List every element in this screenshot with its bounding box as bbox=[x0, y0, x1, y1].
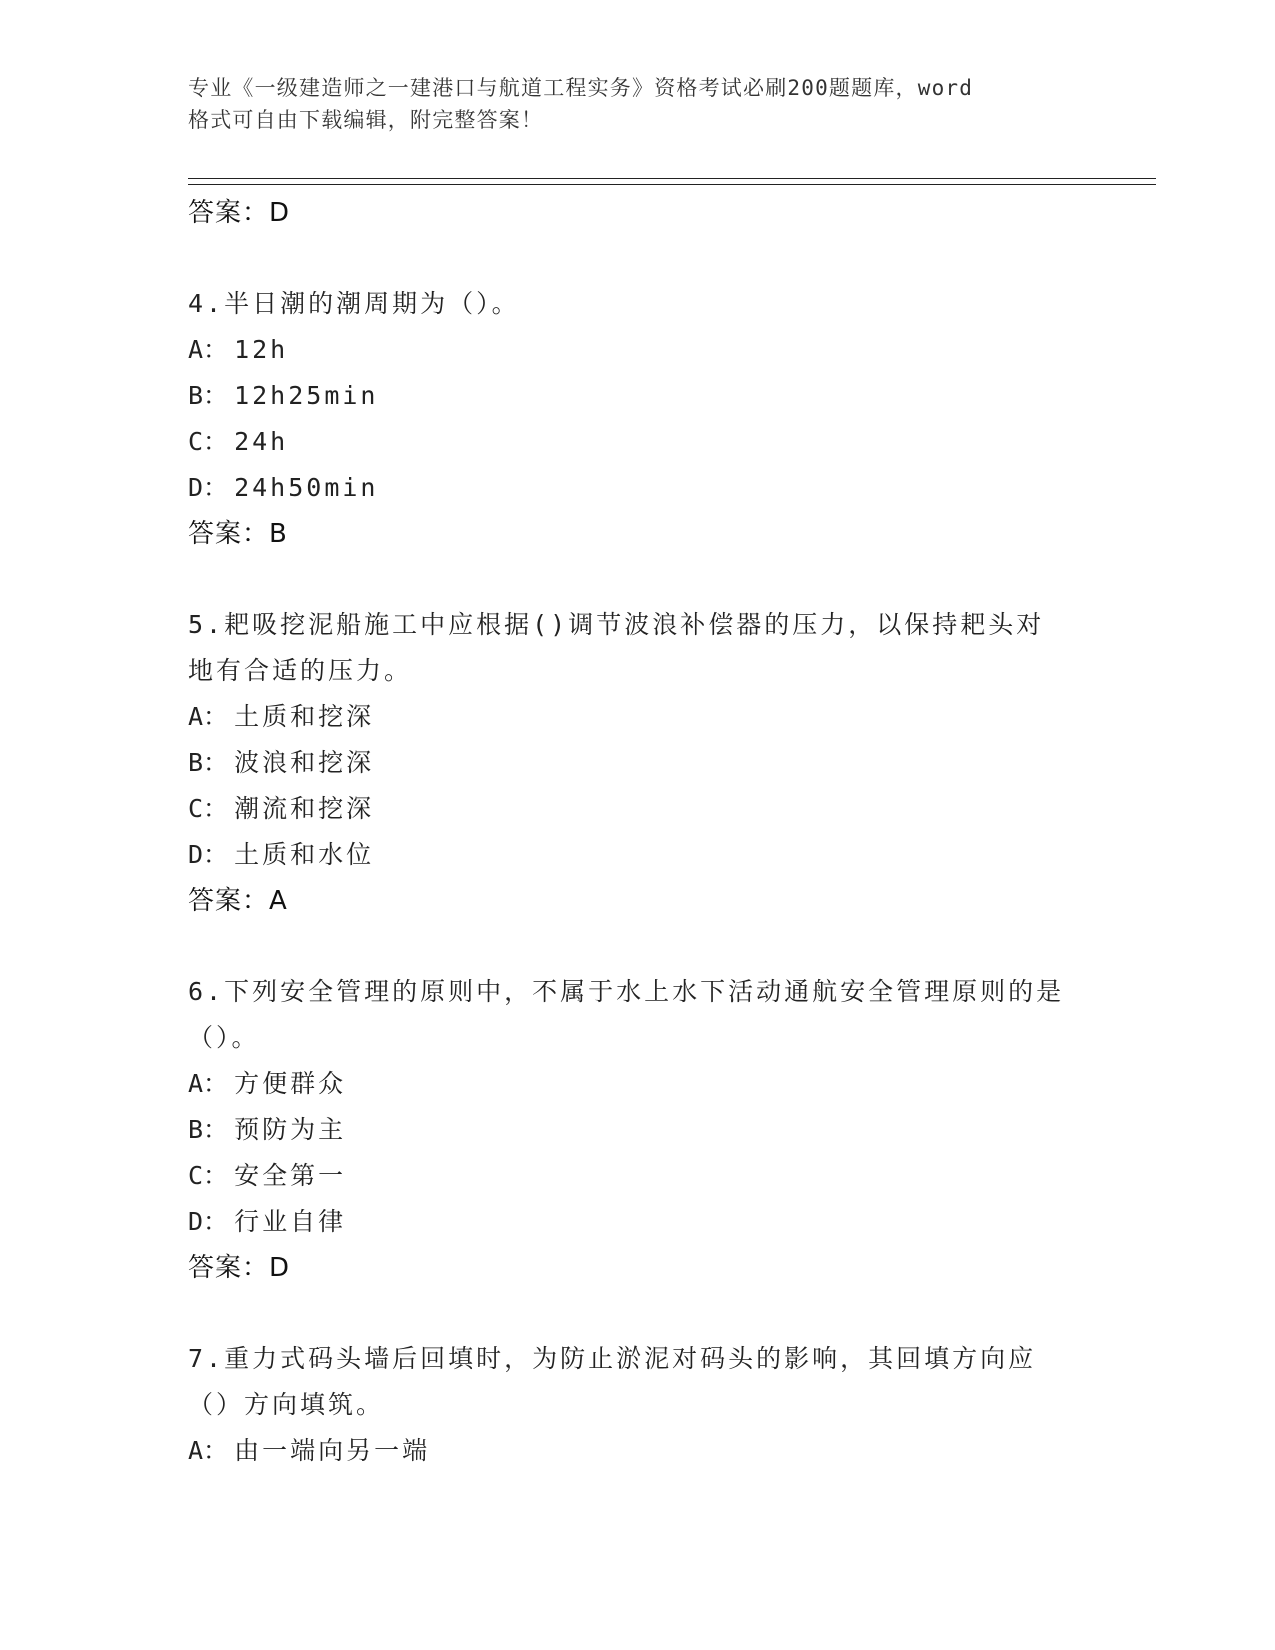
option-text: 24h bbox=[234, 427, 289, 456]
question-stem: 6.下列安全管理的原则中，不属于水上水下活动通航安全管理原则的是（）。 bbox=[188, 977, 1065, 1052]
option-text: 土质和水位 bbox=[234, 840, 375, 869]
spacer bbox=[188, 1291, 1068, 1336]
option-a bbox=[188, 1061, 1068, 1107]
option-a bbox=[188, 327, 1068, 373]
document-body bbox=[188, 190, 1068, 1474]
option-d bbox=[188, 832, 1068, 878]
spacer bbox=[188, 236, 1068, 281]
spacer bbox=[188, 557, 1068, 602]
document-header bbox=[188, 72, 1068, 136]
spacer bbox=[188, 924, 1068, 969]
option-key: C： bbox=[188, 794, 229, 823]
option-key: B： bbox=[188, 1115, 229, 1144]
option-text: 安全第一 bbox=[234, 1161, 347, 1190]
option-key: B： bbox=[188, 748, 229, 777]
option-text: 行业自律 bbox=[234, 1207, 347, 1236]
option-key: D： bbox=[188, 840, 229, 869]
option-a bbox=[188, 1428, 1068, 1474]
option-c bbox=[188, 1153, 1068, 1199]
question-5 bbox=[188, 602, 1068, 924]
option-text: 方便群众 bbox=[234, 1069, 347, 1098]
option-key: A： bbox=[188, 1436, 229, 1465]
option-text: 12h bbox=[234, 335, 289, 364]
question-4 bbox=[188, 281, 1068, 557]
option-d bbox=[188, 465, 1068, 511]
option-key: A： bbox=[188, 335, 229, 364]
question-7 bbox=[188, 1336, 1068, 1474]
option-b bbox=[188, 740, 1068, 786]
header-double-rule bbox=[188, 178, 1156, 185]
header-line-1: 专业《一级建造师之一建港口与航道工程实务》资格考试必刷200题题库，word bbox=[188, 76, 974, 100]
option-text: 土质和挖深 bbox=[234, 702, 375, 731]
option-key: A： bbox=[188, 1069, 229, 1098]
option-text: 潮流和挖深 bbox=[234, 794, 375, 823]
option-text: 12h25min bbox=[234, 381, 379, 410]
option-text: 波浪和挖深 bbox=[234, 748, 375, 777]
option-text: 由一端向另一端 bbox=[234, 1436, 431, 1465]
option-text: 24h50min bbox=[234, 473, 379, 502]
option-key: D： bbox=[188, 473, 229, 502]
question-stem: 4.半日潮的潮周期为（）。 bbox=[188, 289, 520, 318]
answer: 答案：A bbox=[188, 886, 288, 916]
option-key: C： bbox=[188, 427, 229, 456]
question-6 bbox=[188, 969, 1068, 1291]
answer-previous: 答案：D bbox=[188, 198, 291, 228]
option-a bbox=[188, 694, 1068, 740]
option-c bbox=[188, 419, 1068, 465]
option-key: B： bbox=[188, 381, 229, 410]
option-key: A： bbox=[188, 702, 229, 731]
option-key: C： bbox=[188, 1161, 229, 1190]
question-stem: 5.耙吸挖泥船施工中应根据()调节波浪补偿器的压力，以保持耙头对地有合适的压力。 bbox=[188, 610, 1045, 685]
question-stem: 7.重力式码头墙后回填时，为防止淤泥对码头的影响，其回填方向应（）方向填筑。 bbox=[188, 1344, 1037, 1419]
option-key: D： bbox=[188, 1207, 229, 1236]
option-b bbox=[188, 1107, 1068, 1153]
option-b bbox=[188, 373, 1068, 419]
option-text: 预防为主 bbox=[234, 1115, 347, 1144]
header-line-2: 格式可自由下载编辑，附完整答案！ bbox=[188, 108, 544, 132]
answer: 答案：D bbox=[188, 1253, 291, 1283]
answer: 答案：B bbox=[188, 519, 288, 549]
option-d bbox=[188, 1199, 1068, 1245]
option-c bbox=[188, 786, 1068, 832]
